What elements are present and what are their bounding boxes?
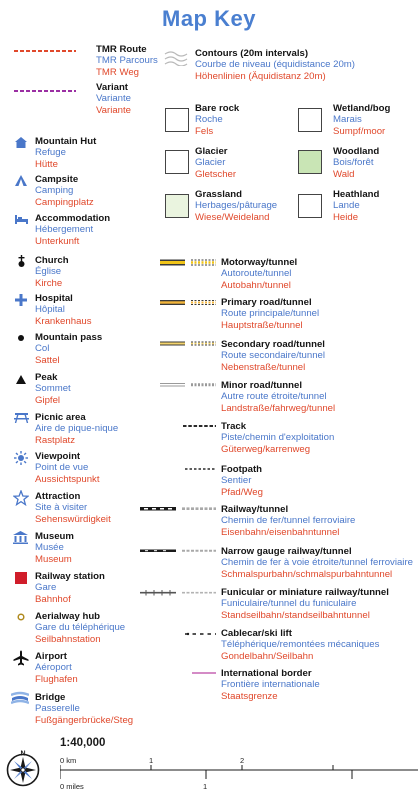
legend-grassland: Grassland Herbages/pâturage Wiese/Weideland: [195, 189, 278, 223]
contour-lines-icon: [164, 48, 188, 66]
cross-icon: [15, 294, 27, 306]
dot-icon: [17, 334, 25, 342]
star-icon: [13, 490, 29, 506]
bridge-icon: [11, 691, 29, 707]
scale-mile-label-0: 0 miles: [60, 782, 84, 791]
legend-international-border: International border Frontière internationale Staatsgrenze: [221, 668, 320, 702]
bed-icon: [14, 214, 29, 225]
legend-airport: Airport Aéroport Flughafen: [35, 651, 78, 685]
grassland-swatch: [165, 194, 189, 218]
plane-icon: [13, 650, 29, 666]
legend-picnic-area: Picnic area Aire de pique-nique Rastplatz: [35, 412, 119, 446]
motorway-line-icon: [160, 259, 216, 267]
cablecar-line-icon: [185, 630, 216, 638]
legend-railway-station: Railway station Gare Bahnhof: [35, 571, 105, 605]
legend-peak: Peak Sommet Gipfel: [35, 372, 71, 406]
museum-icon: [13, 531, 28, 544]
station-icon: [15, 572, 27, 584]
variant-route-line-icon: [14, 88, 76, 94]
legend-viewpoint: Viewpoint Point de vue Aussichtspunkt: [35, 451, 100, 485]
triangle-icon: [16, 375, 26, 384]
aerialway-icon: [17, 613, 25, 621]
map-key-title: Map Key: [162, 6, 256, 31]
woodland-swatch: [298, 150, 322, 174]
legend-funicular: Funicular or miniature railway/tunnel Funiculaire/tunnel du funiculaire Standseilbahn/standseilbahntunnel: [221, 587, 389, 621]
railway-line-icon: [140, 505, 216, 513]
legend-tmr-route: TMR Route TMR Parcours TMR Weg: [96, 44, 158, 78]
scale-ratio: 1:40,000: [60, 737, 106, 749]
compass-north-label: N: [20, 750, 26, 758]
legend-accommodation: Accommodation Hébergement Unterkunft: [35, 213, 111, 247]
legend-railway: Railway/tunnel Chemin de fer/tunnel ferroviaire Eisenbahn/eisenbahntunnel: [221, 504, 356, 538]
legend-aerialway-hub: Aerialway hub Gare du téléphérique Seilbahnstation: [35, 611, 126, 645]
primary-road-line-icon: [160, 299, 216, 307]
footpath-line-icon: [185, 466, 216, 472]
legend-minor-road: Minor road/tunnel Autre route étroite/tunnel Landstraße/fahrweg/tunnel: [221, 380, 336, 414]
legend-cablecar: Cablecar/ski lift Téléphérique/remontées mécaniques Gondelbahn/Seilbahn: [221, 628, 380, 662]
heathland-swatch: [298, 194, 322, 218]
scale-km-label-2: 2: [240, 756, 245, 765]
secondary-road-line-icon: [160, 340, 216, 348]
track-line-icon: [183, 423, 216, 429]
legend-motorway: Motorway/tunnel Autoroute/tunnel Autobahn/tunnel: [221, 257, 298, 291]
legend-bridge: Bridge Passerelle Fußgängerbrücke/Steg: [35, 692, 134, 726]
legend-hospital: Hospital Hôpital Krankenhaus: [35, 293, 92, 327]
legend-secondary-road: Secondary road/tunnel Route secondaire/tunnel Nebenstraße/tunnel: [221, 339, 326, 373]
house-icon: [14, 136, 28, 149]
wetland-swatch: [298, 108, 322, 132]
legend-campsite: Campsite Camping Campingplatz: [35, 174, 94, 208]
scale-bar: [60, 765, 418, 785]
tmr-route-line-icon: [14, 48, 76, 54]
viewpoint-icon: [14, 451, 28, 465]
legend-wetland: Wetland/bog Marais Sumpf/moor: [333, 103, 391, 137]
compass-rose-icon: [6, 748, 40, 788]
scale-km-label-1: 1: [149, 756, 154, 765]
legend-mountain-hut: Mountain Hut Refuge Hütte: [35, 136, 97, 170]
legend-glacier: Glacier Glacier Gletscher: [195, 146, 237, 180]
legend-attraction: Attraction Site à visiter Sehenswürdigkeit: [35, 491, 111, 525]
legend-museum: Museum Musée Museum: [35, 531, 74, 565]
legend-heathland: Heathland Lande Heide: [333, 189, 380, 223]
legend-variant: Variant Variante Variante: [96, 82, 132, 116]
picnic-table-icon: [14, 411, 29, 423]
legend-church: Church Église Kirche: [35, 255, 69, 289]
international-border-line-icon: [192, 670, 216, 676]
tent-icon: [14, 174, 28, 187]
glacier-swatch: [165, 150, 189, 174]
legend-contours: Contours (20m intervals) Courbe de niveau (équidistance 20m) Höhenlinien (Äquidistanz 20m): [195, 48, 355, 82]
legend-track: Track Piste/chemin d'exploitation Güterweg/karrenweg: [221, 421, 335, 455]
bare-rock-swatch: [165, 108, 189, 132]
legend-primary-road: Primary road/tunnel Route principale/tunnel Hauptstraße/tunnel: [221, 297, 320, 331]
legend-woodland: Woodland Bois/forêt Wald: [333, 146, 380, 180]
church-icon: [17, 255, 26, 268]
legend-bare-rock: Bare rock Roche Fels: [195, 103, 240, 137]
narrow-gauge-railway-line-icon: [140, 547, 216, 555]
funicular-line-icon: [140, 589, 216, 597]
scale-mile-label-1: 1: [203, 782, 208, 791]
legend-footpath: Footpath Sentier Pfad/Weg: [221, 464, 263, 498]
legend-narrow-gauge-railway: Narrow gauge railway/tunnel Chemin de fer à voie étroite/tunnel ferroviaire Schmalspurbahn/schmalspurbahntunnel: [221, 546, 413, 580]
legend-mountain-pass: Mountain pass Col Sattel: [35, 332, 103, 366]
scale-km-label-0: 0 km: [60, 756, 77, 765]
minor-road-line-icon: [160, 381, 216, 389]
